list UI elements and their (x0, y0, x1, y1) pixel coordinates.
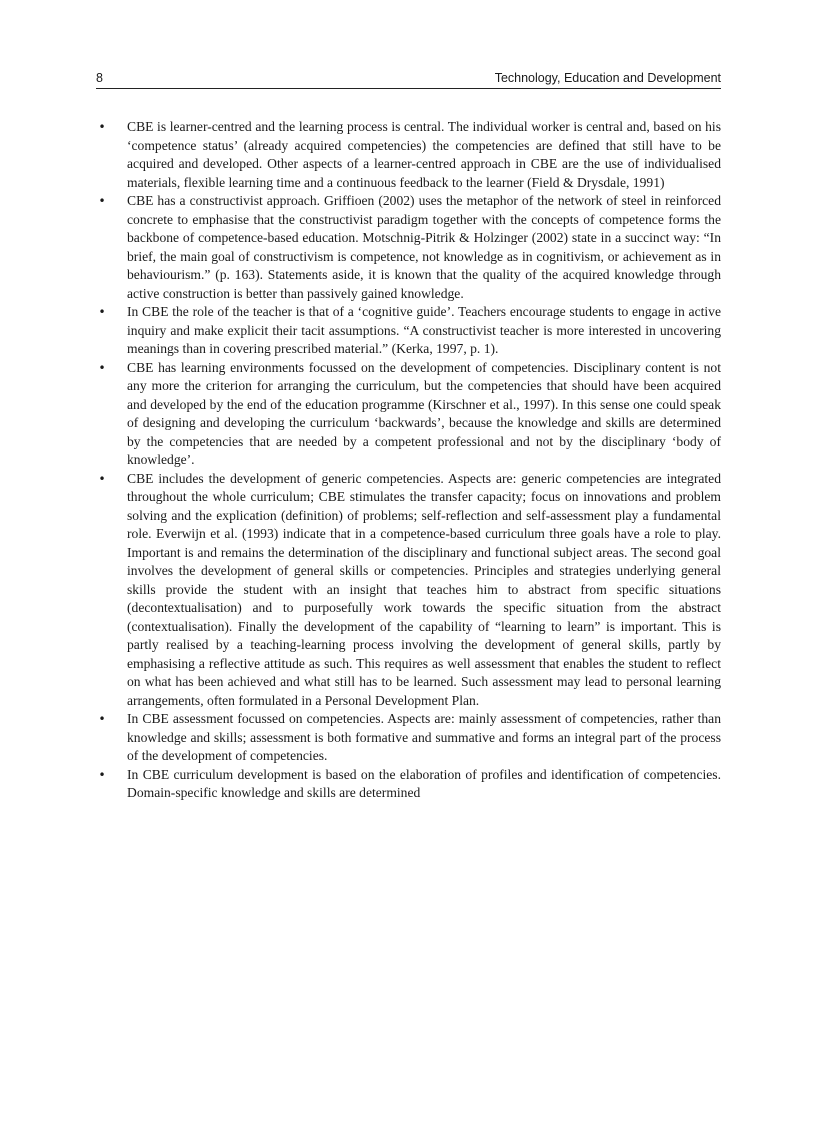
bullet-dot-icon: • (98, 471, 106, 486)
bullet-text: CBE includes the development of generic competencies. Aspects are: generic competencies are integrated throughout the whole curriculum; CBE stimulates the transfer capacity; focus on innovations and problem solving and the explication (definition) of problems; self-reflection and self-assessment play a fundamental role. Everwijn et al. (1993) indicate that in a competence-based curriculum three goals have a role to play. Important is and remains the determination of the disciplinary and functional subject areas. The second goal involves the development of general skills or competencies. Principles and strategies underlying general skills provide the student with an insight that teaches him to abstract from specific situations (decontextualisation) and to purposefully work towards the specific situation from the abstract (contextualisation). Finally the development of the capability of “learning to learn” is important. This is partly realised by a teaching-learning process involving the development of general skills, partly by emphasising a reflective attitude as such. This requires as well assessment that enables the student to reflect on what has been achieved and what still has to be learned. Such assessment may lead to personal learning arrangements, often formulated in a Personal Development Plan. (127, 470, 721, 708)
bullet-dot-icon: • (98, 360, 106, 375)
bullet-dot-icon: • (98, 305, 106, 319)
bullet-dot-icon: • (98, 712, 106, 726)
bullet-item-generic-competencies (96, 470, 721, 711)
bullet-item-learner-centred (96, 118, 721, 192)
bullet-text: CBE is learner-centred and the learning process is central. The individual worker is central and, based on his ‘competence status’ (already acquired competencies) the competencies are defined that still have to be acquired and developed. Other aspects of a learner-centred approach in CBE are the use of individualised materials, flexible learning time and a continuous feedback to the learner (Field & Drysdale, 1991) (127, 119, 721, 190)
bullet-text: CBE has learning environments focussed on the development of competencies. Disciplinary content is not any more the criterion for arranging the curriculum, but the competencies that should have been acquired and developed by the end of the education programme (Kirschner et al., 1997). In this sense one could speak of designing and developing the curriculum ‘backwards’, because the knowledge and skills are determined by the competencies that are needed by a competent professional and not by the disciplinary ‘body of knowledge’. (127, 359, 721, 467)
bullet-item-assessment (96, 710, 721, 766)
bullet-dot-icon: • (98, 767, 106, 782)
running-title: Technology, Education and Development (494, 71, 721, 85)
bullet-list (96, 118, 721, 803)
bullet-text: CBE has a constructivist approach. Griffioen (2002) uses the metaphor of the network of steel in reinforced concrete to emphasise that the constructivist paradigm together with the concepts of competence forms the backbone of competence-based education. Motschnig-Pitrik & Holzinger (2002) state in a succinct way: “In brief, the main goal of constructivism is competence, not knowledge as in cognitivism, or achievement as in behaviourism.” (p. 163). Statements aside, it is known that the quality of the acquired knowledge through active construction is better than passively gained knowledge. (127, 193, 721, 301)
bullet-text: In CBE assessment focussed on competencies. Aspects are: mainly assessment of competencies, rather than knowledge and skills; assessment is both formative and summative and forms an integral part of the process of the development of competencies. (127, 711, 721, 763)
bullet-text: In CBE the role of the teacher is that of a ‘cognitive guide’. Teachers encourage students to engage in active inquiry and make explicit their tacit assumptions. “A constructivist teacher is more interested in uncovering meanings than in covering prescribed material.” (Kerka, 1997, p. 1). (127, 304, 721, 356)
bullet-dot-icon: • (98, 194, 106, 208)
page-number: 8 (96, 71, 103, 85)
bullet-text: In CBE curriculum development is based on the elaboration of profiles and identification of competencies. Domain-specific knowledge and skills are determined (127, 766, 721, 800)
bullet-item-teacher-role (96, 303, 721, 359)
bullet-dot-icon: • (98, 120, 106, 134)
bullet-item-curriculum-development (96, 766, 721, 803)
bullet-item-constructivist (96, 192, 721, 303)
bullet-item-learning-environments (96, 359, 721, 470)
page-header (96, 70, 721, 89)
